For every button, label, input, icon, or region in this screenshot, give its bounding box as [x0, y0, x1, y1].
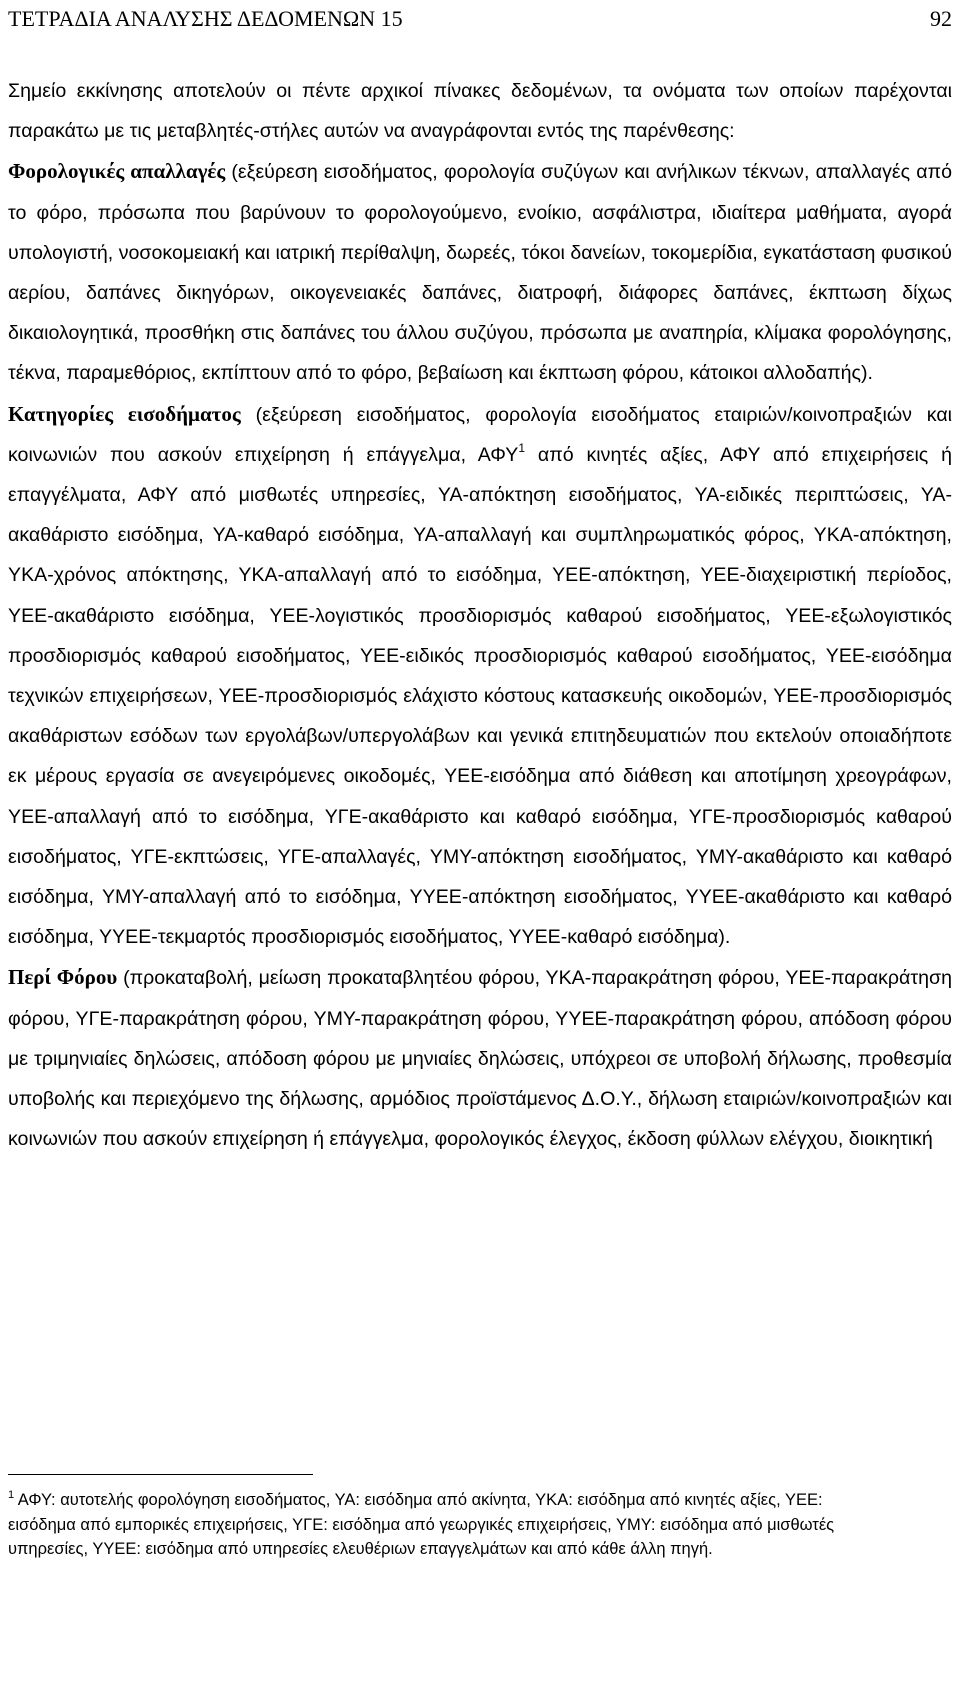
page-header	[8, 4, 952, 34]
deductions-heading: Φορολογικές απαλλαγές	[8, 159, 226, 184]
intro-paragraph: Σημείο εκκίνησης αποτελούν οι πέντε αρχικοί πίνακες δεδομένων, τα ονόματα των οποίων παρέχονται παρακάτω με τις μεταβλητές-στήλες αυτών να αναγράφονται εντός της παρένθεσης:	[8, 80, 952, 143]
page-number: 92	[930, 6, 952, 31]
footnote-marker: 1	[8, 1489, 15, 1501]
deductions-paragraph	[8, 151, 952, 393]
income-text-part-a: (εξεύρεση εισοδήματος, φορολογία εισοδήματος εταιριών/κοινοπραξιών και κοινωνιών που ασκούν επιχείρηση ή επάγγελμα, ΑΦΥ	[8, 403, 953, 466]
footnote-reference[interactable]: 1	[518, 440, 526, 455]
income-paragraph	[8, 394, 952, 958]
footnote	[8, 1488, 838, 1562]
body-text	[8, 71, 952, 1159]
income-text-part-b: από κινητές αξίες, ΑΦΥ από επιχειρήσεις ή επαγγέλματα, ΑΦΥ από μισθωτές υπηρεσίες, ΥΑ-απόκτηση εισοδήματος, ΥΑ-ειδικές περιπτώσεις, ΥΑ-ακαθάριστο εισόδημα, ΥΑ-καθαρό εισόδημα, ΥΑ-απαλλαγή και συμπληρωματικός φόρος, ΥΚΑ-απόκτηση, ΥΚΑ-χρόνος απόκτησης, ΥΚΑ-απαλλαγή από το εισόδημα, ΥΕΕ-απόκτηση, ΥΕΕ-διαχειριστική περίοδος, ΥΕΕ-ακαθάριστο εισόδημα, ΥΕΕ-λογιστικός προσδιορισμός καθαρού εισοδήματος, ΥΕΕ-εξωλογιστικός προσδιορισμός καθαρού εισοδήματος, ΥΕΕ-ειδικός προσδιορισμός καθαρού εισοδήματος, ΥΕΕ-εισόδημα τεχνικών επιχειρήσεων, ΥΕΕ-προσδιορισμός ελάχιστο κόστους κατασκευής οικοδομών, ΥΕΕ-προσδιορισμός ακαθάριστων εσόδων των εργολάβων/υπεργολάβων και γενικά επιτηδευματιών που εκτελούν οποιαδήποτε εκ μέρους εργασία σε ανεγειρόμενες οικοδομές, ΥΕΕ-εισόδημα από διάθεση και αποτίμηση χρεογράφων, ΥΕΕ-απαλλαγή από το εισόδημα, ΥΓΕ-ακαθάριστο και καθαρό εισόδημα, ΥΓΕ-προσδιορισμός καθαρού εισοδήματος, ΥΓΕ-εκπτώσεις, ΥΓΕ-απαλλαγές, ΥΜΥ-απόκτηση εισοδήματος, ΥΜΥ-ακαθάριστο και καθαρό εισόδημα, ΥΜΥ-απαλλαγή από το εισόδημα, ΥΥΕΕ-απόκτηση εισοδήματος, ΥΥΕΕ-ακαθάριστο και καθαρό εισόδημα, ΥΥΕΕ-τεκμαρτός προσδιορισμός εισοδήματος, ΥΥΕΕ-καθαρό εισόδημα).	[8, 443, 952, 949]
tax-text: (προκαταβολή, μείωση προκαταβλητέου φόρου, ΥΚΑ-παρακράτηση φόρου, ΥΕΕ-παρακράτηση φόρου, ΥΓΕ-παρακράτηση φόρου, ΥΜΥ-παρακράτηση φόρου, ΥΥΕΕ-παρακράτηση φόρου, απόδοση φόρου με τριμηνιαίες δηλώσεις, απόδοση φόρου με μηνιαίες δηλώσεις, υπόχρεοι σε υποβολή δήλωσης, προθεσμία υποβολής και περιεχόμενο της δήλωσης, αρμόδιος προϊστάμενος Δ.Ο.Υ., δήλωση εταιριών/κοινοπραξιών και κοινωνιών που ασκούν επιχείρηση ή επάγγελμα, φορολογικός έλεγχος, έκδοση φύλλων ελέγχου, διοικητική	[8, 967, 952, 1151]
footnote-separator	[8, 1474, 313, 1475]
footnote-text: ΑΦΥ: αυτοτελής φορολόγηση εισοδήματος, ΥΑ: εισόδημα από ακίνητα, ΥΚΑ: εισόδημα από κινητές αξίες, ΥΕΕ: εισόδημα από εμπορικές επιχειρήσεις, ΥΓΕ: εισόδημα από γεωργικές επιχειρήσεις, ΥΜΥ: εισόδημα από μισθωτές υπηρεσίες, ΥΥΕΕ: εισόδημα από υπηρεσίες ελευθέριων επαγγελμάτων και από κάθε άλλη πηγή.	[8, 1491, 835, 1559]
tax-heading: Περί Φόρου	[8, 965, 118, 990]
income-heading: Κατηγορίες εισοδήματος	[8, 401, 241, 426]
tax-paragraph	[8, 957, 952, 1159]
running-title: ΤΕΤΡΑΔΙΑ ΑΝΑΛΥΣΗΣ ΔΕΔΟΜΕΝΩΝ 15	[8, 6, 403, 31]
deductions-text: (εξεύρεση εισοδήματος, φορολογία συζύγων και ανήλικων τέκνων, απαλλαγές από το φόρο, πρόσωπα που βαρύνουν το φορολογούμενο, ενοίκιο, ασφάλιστρα, ιδιαίτερα μαθήματα, αγορά υπολογιστή, νοσοκομειακή και ιατρική περίθαλψη, δωρεές, τόκοι δανείων, τοκομερίδια, εγκατάσταση φυσικού αερίου, δαπάνες δικηγόρων, οικογενειακές δαπάνες, διατροφή, διάφορες δαπάνες, έκπτωση δίχως δικαιολογητικά, προσθήκη στις δαπάνες του άλλου συζύγου, πρόσωπα με αναπηρία, κλίμακα φορολόγησης, τέκνα, παραμεθόριος, εκπίπτουν από το φόρο, βεβαίωση και έκπτωση φόρου, κάτοικοι αλλοδαπής).	[8, 161, 952, 385]
